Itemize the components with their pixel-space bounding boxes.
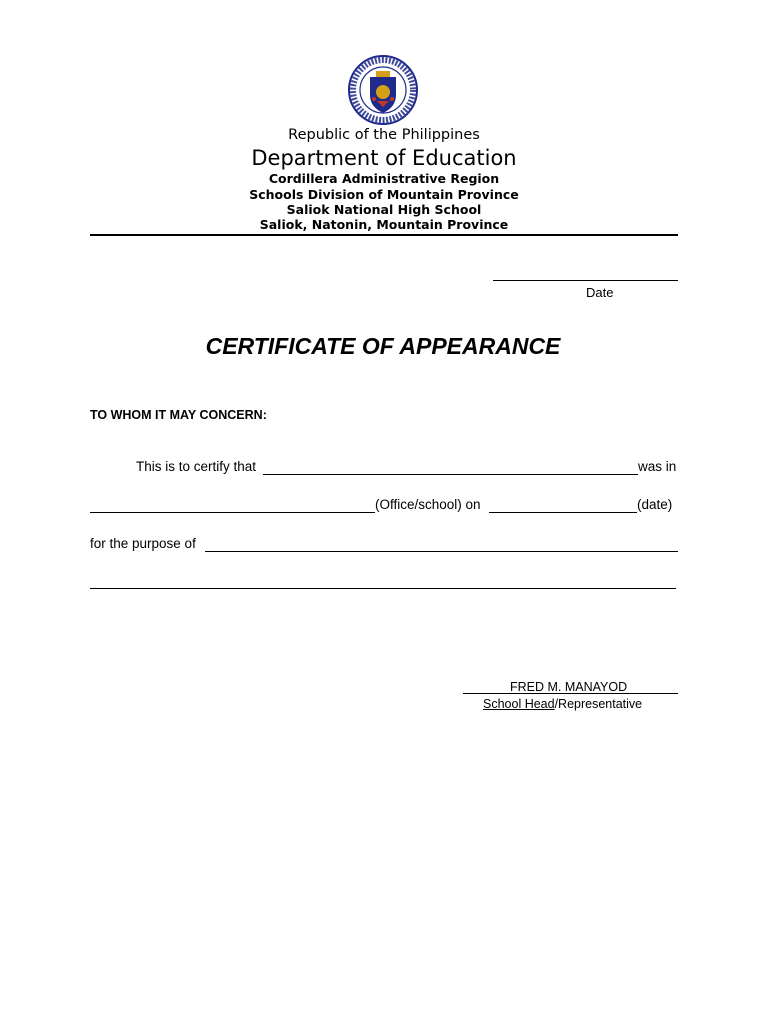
role-school-head: School Head (483, 697, 555, 711)
salutation: TO WHOM IT MAY CONCERN: (90, 408, 267, 422)
deped-seal-icon (348, 55, 418, 125)
purpose-continuation-line (90, 588, 676, 589)
office-school-label: (Office/school) on (375, 497, 481, 512)
was-in-text: was in (638, 459, 677, 474)
region-heading: Cordillera Administrative Region (268, 171, 500, 186)
department-heading: Department of Education (251, 146, 517, 170)
office-blank-line (90, 512, 375, 513)
signatory-name: FRED M. MANAYOD (510, 680, 628, 694)
purpose-blank-line (205, 551, 678, 552)
republic-heading: Republic of the Philippines (288, 127, 480, 143)
address-heading: Saliok, Natonin, Mountain Province (259, 217, 509, 232)
school-heading: Saliok National High School (286, 202, 482, 217)
date-blank-line (493, 280, 678, 281)
signatory-role (483, 697, 642, 711)
purpose-label: for the purpose of (90, 536, 196, 551)
signature-line (463, 693, 678, 694)
certify-text: This is to certify that (136, 459, 257, 474)
appearance-date-blank-line (489, 512, 637, 513)
date-label: Date (586, 285, 614, 300)
role-representative: /Representative (554, 697, 643, 711)
header-divider (90, 234, 678, 236)
division-heading: Schools Division of Mountain Province (249, 187, 519, 202)
name-blank-line (263, 474, 638, 475)
certificate-title: CERTIFICATE OF APPEARANCE (205, 333, 561, 359)
date-paren-label: (date) (637, 497, 673, 512)
